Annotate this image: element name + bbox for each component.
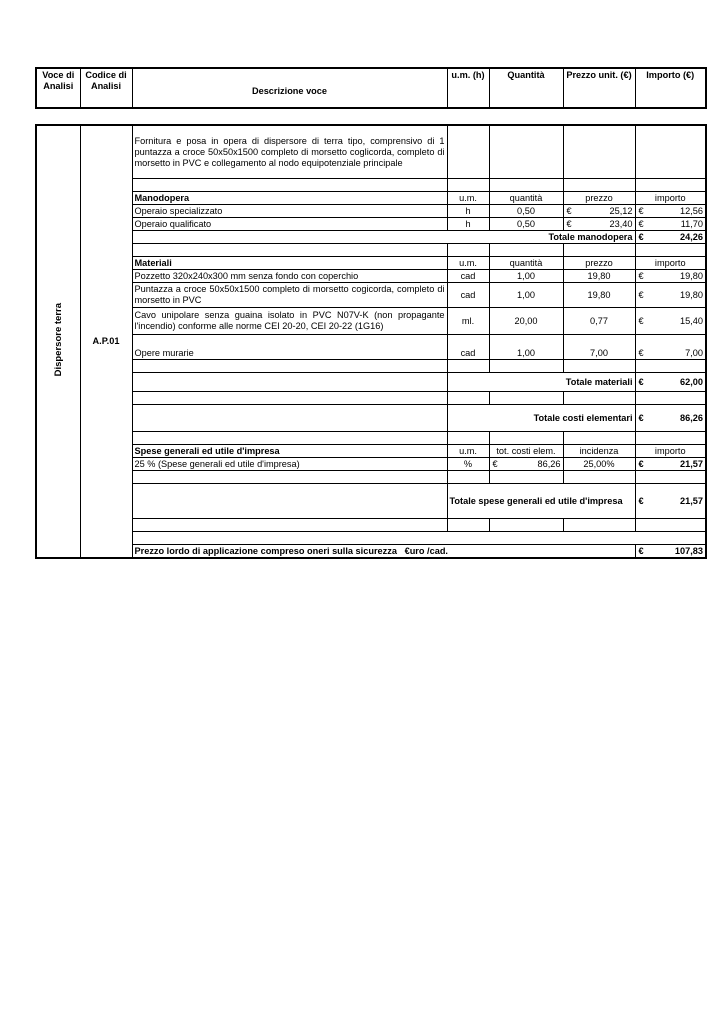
cell-value: € <box>638 458 644 469</box>
cell-value: 25,00% <box>563 458 635 471</box>
table-row <box>36 205 706 218</box>
cell-value: € <box>638 545 644 556</box>
cell-value: quantità <box>489 257 563 270</box>
cell-value: 23,40 <box>609 218 633 229</box>
cell-value: € <box>638 231 644 242</box>
cell-value: € <box>638 347 644 358</box>
col-um: u.m. <box>447 192 489 205</box>
cell-value: Operaio specializzato <box>132 205 447 218</box>
cell-value: % <box>447 458 489 471</box>
cell-value: 86,26 <box>537 458 561 469</box>
header-importo: Importo (€) <box>635 68 706 108</box>
table-row <box>36 218 706 231</box>
cell-value: 0,50 <box>489 218 563 231</box>
cell-value: Operaio qualificato <box>132 218 447 231</box>
cell-value: € <box>638 495 644 506</box>
prezzo-lordo-total: 107,83 <box>674 545 703 556</box>
cell-value: cad <box>447 270 489 283</box>
cell-value: 1,00 <box>489 283 563 308</box>
materiali-total-label: Totale materiali <box>447 373 635 392</box>
manodopera-title: Manodopera <box>132 192 447 205</box>
table-row <box>36 308 706 335</box>
cell-value: Cavo unipolare senza guaina isolato in PVC N07V-K (non propagante l'incendio) conforme alle norme CEI 20-20, CEI 20-22 (1G16) <box>132 308 447 335</box>
header-quantita: Quantità <box>489 68 563 108</box>
cell-value: 21,57 <box>680 458 703 469</box>
cell-value: importo <box>635 257 706 270</box>
cell-value: 15,40 <box>680 315 703 326</box>
item-description: Fornitura e posa in opera di dispersore di terra tipo, comprensivo di 1 puntazza a croce 50x50x1500 completo di morsetto coglicorda, completo di morsetto in PVC e collegamento al nodo equipotenziale principale <box>132 125 447 179</box>
header-voce: Voce di Analisi <box>36 68 80 108</box>
cell-value: u.m. <box>447 257 489 270</box>
cell-value: 11,70 <box>680 218 703 229</box>
codice-cell: A.P.01 <box>80 125 132 558</box>
cell-value: 20,00 <box>489 308 563 335</box>
cell-value: 19,80 <box>680 270 703 281</box>
spese-total-label: Totale spese generali ed utile d'impresa <box>447 484 635 519</box>
cell-value: Puntazza a croce 50x50x1500 completo di morsetto cogicorda, completo di morsetto in PVC <box>132 283 447 308</box>
cell-value: Opere murarie <box>132 347 447 360</box>
cell-value: incidenza <box>563 445 635 458</box>
costi-elementari-total: 86,26 <box>680 412 703 423</box>
cell-value: 7,00 <box>685 347 703 358</box>
voce-label: Dispersore terra <box>52 303 64 377</box>
header-codice: Codice di Analisi <box>80 68 132 108</box>
cell-value: 12,56 <box>680 205 703 216</box>
cell-value: 19,80 <box>563 283 635 308</box>
cell-value: 0,77 <box>563 308 635 335</box>
cell-value: € <box>638 205 644 216</box>
cell-value: 0,50 <box>489 205 563 218</box>
prezzo-lordo-label: Prezzo lordo di applicazione compreso oneri sulla sicurezza €uro /cad. <box>132 545 635 559</box>
col-importo: importo <box>635 192 706 205</box>
cell-value: prezzo <box>563 257 635 270</box>
cell-value: € <box>638 376 644 387</box>
cell-value: 25,12 <box>609 205 633 216</box>
col-prezzo: prezzo <box>563 192 635 205</box>
cell-value: € <box>638 270 644 281</box>
analysis-table <box>35 124 707 559</box>
manodopera-total-label: Totale manodopera <box>489 231 635 244</box>
voce-cell <box>36 125 80 558</box>
cell-value: 19,80 <box>563 270 635 283</box>
header-table <box>35 67 707 109</box>
cell-value: € <box>638 412 644 423</box>
costi-elementari-label: Totale costi elementari <box>447 405 635 432</box>
cell-value: cad <box>447 347 489 360</box>
cell-value: € <box>638 315 644 326</box>
col-quantita: quantità <box>489 192 563 205</box>
header-descrizione: Descrizione voce <box>132 68 447 108</box>
cell-value: Pozzetto 320x240x300 mm senza fondo con coperchio <box>132 270 447 283</box>
cell-value: € <box>566 205 572 216</box>
cell-value: 1,00 <box>489 347 563 360</box>
table-row <box>36 347 706 360</box>
cell-value: cad <box>447 283 489 308</box>
table-row <box>36 270 706 283</box>
cell-value: € <box>566 218 572 229</box>
cell-value: € <box>492 458 498 469</box>
materiali-title: Materiali <box>132 257 447 270</box>
manodopera-total: 24,26 <box>680 231 703 242</box>
table-row <box>36 458 706 471</box>
cell-value: 1,00 <box>489 270 563 283</box>
header-um: u.m. (h) <box>447 68 489 108</box>
spese-total: 21,57 <box>680 495 703 506</box>
cell-value: u.m. <box>447 445 489 458</box>
spese-title: Spese generali ed utile d'impresa <box>132 445 447 458</box>
cell-value: 7,00 <box>563 347 635 360</box>
header-prezzo: Prezzo unit. (€) <box>563 68 635 108</box>
cell-value: importo <box>635 445 706 458</box>
cell-value: € <box>638 218 644 229</box>
cell-value: h <box>447 218 489 231</box>
cell-value: 19,80 <box>680 289 703 300</box>
cell-value: h <box>447 205 489 218</box>
cell-value: € <box>638 289 644 300</box>
table-row <box>36 283 706 308</box>
cell-value: 25 % (Spese generali ed utile d'impresa) <box>132 458 447 471</box>
materiali-total: 62,00 <box>680 376 703 387</box>
cell-value: tot. costi elem. <box>489 445 563 458</box>
cell-value: ml. <box>447 308 489 335</box>
